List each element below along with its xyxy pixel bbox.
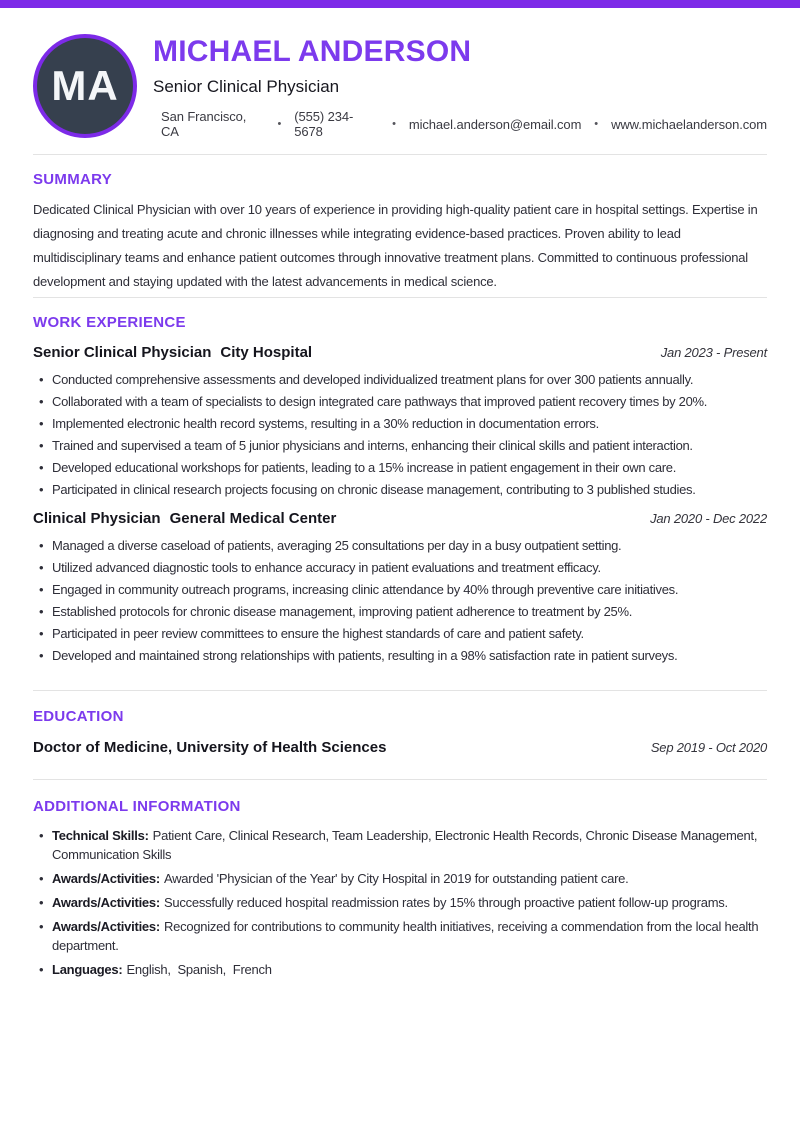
job-dates: Jan 2023 - Present <box>660 345 767 360</box>
section-divider <box>33 297 767 298</box>
top-accent-bar <box>0 0 800 8</box>
job-dates: Jan 2020 - Dec 2022 <box>650 511 767 526</box>
contact-line <box>153 109 767 139</box>
job-bullet: • Collaborated with a team of specialists to design integrated care pathways that improved patient recovery times by 20%. <box>33 391 767 413</box>
summary-text: Dedicated Clinical Physician with over 10 years of experience in providing high-quality patient care in hospital settings. Expertise in diagnosing and treating acute and chronic illnesses while integrating evidence-based practices. Proven ability to lead multidisciplinary teams and enhance patient outcomes through innovative treatment plans. Committed to continuous professional development and staying updated with the latest advancements in medical science. <box>33 202 758 289</box>
additional-item <box>33 893 767 912</box>
job-bullet: • Developed and maintained strong relationships with patients, resulting in a 98% satisfaction rate in patient surveys. <box>33 645 767 667</box>
additional-item <box>33 960 767 979</box>
candidate-title: Senior Clinical Physician <box>153 77 340 96</box>
job-bullet: • Conducted comprehensive assessments and developed individualized treatment plans for over 300 patients annually. <box>33 369 767 391</box>
job-bullet: • Trained and supervised a team of 5 junior physicians and interns, enhancing their clinical skills and patient interaction. <box>33 435 767 457</box>
job-bullet: • Participated in clinical research projects focusing on chronic disease management, contributing to 3 published studies. <box>33 479 767 501</box>
contact-item: (555) 234-5678 <box>294 109 354 139</box>
education-degree: Doctor of Medicine, University of Health Sciences <box>33 739 387 756</box>
job-title: Clinical Physician <box>33 510 161 527</box>
job-bullet: • Participated in peer review committees to ensure the highest standards of care and patient safety. <box>33 623 767 645</box>
job-title: Senior Clinical Physician <box>33 344 212 361</box>
education-entry <box>33 738 767 757</box>
job-entry-header <box>33 343 767 362</box>
job-bullet: • Developed educational workshops for patients, leading to a 15% increase in patient engagement in their own care. <box>33 457 767 479</box>
work-experience-heading: WORK EXPERIENCE <box>33 314 186 331</box>
resume-page <box>0 33 800 979</box>
section-divider <box>33 154 767 155</box>
job-company: City Hospital <box>220 344 313 361</box>
additional-item-label: Languages: <box>52 962 123 977</box>
education-dates: Sep 2019 - Oct 2020 <box>650 740 767 755</box>
contact-separator-dot: • <box>392 118 396 130</box>
job-bullets <box>33 535 767 667</box>
avatar <box>33 34 137 138</box>
job-bullet: • Implemented electronic health record systems, resulting in a 30% reduction in documentation errors. <box>33 413 767 435</box>
resume-header <box>33 33 767 139</box>
additional-item-label: Awards/Activities: <box>52 871 160 886</box>
job-bullets <box>33 369 767 501</box>
job-bullet: • Established protocols for chronic disease management, improving patient adherence to treatment by 25%. <box>33 601 767 623</box>
additional-info-heading: ADDITIONAL INFORMATION <box>33 798 241 815</box>
contact-item: www.michaelanderson.com <box>611 116 767 132</box>
additional-item <box>33 917 767 955</box>
additional-item-label: Awards/Activities: <box>52 895 160 910</box>
additional-list <box>33 826 767 979</box>
avatar-initials: MA <box>51 62 119 109</box>
jobs <box>33 343 767 667</box>
section-divider <box>33 690 767 691</box>
additional-item-text: Patient Care, Clinical Research, Team Leadership, Electronic Health Records, Chronic Disease Management, Communication Skills <box>52 828 761 862</box>
additional-item-text: Awarded 'Physician of the Year' by City Hospital in 2019 for outstanding patient care. <box>163 871 629 886</box>
additional-item-text: Successfully reduced hospital readmission rates by 15% through proactive patient follow-up programs. <box>163 895 728 910</box>
contact-separator-dot: • <box>277 118 282 130</box>
job-bullet: • Utilized advanced diagnostic tools to enhance accuracy in patient evaluations and treatment efficacy. <box>33 557 767 579</box>
contact-item: michael.anderson@email.com <box>408 116 582 132</box>
education-heading: EDUCATION <box>33 708 124 725</box>
job-entry-header <box>33 509 767 528</box>
job-company: General Medical Center <box>169 510 337 527</box>
section-divider <box>33 779 767 780</box>
contact-separator-dot: • <box>594 118 599 130</box>
summary-heading: SUMMARY <box>33 171 113 188</box>
contact-item: San Francisco, CA <box>161 109 247 139</box>
job-entry <box>33 343 767 501</box>
additional-item-text: Recognized for contributions to community health initiatives, receiving a commendation from the local health department. <box>52 919 762 953</box>
job-bullet: • Managed a diverse caseload of patients, averaging 25 consultations per day in a busy outpatient setting. <box>33 535 767 557</box>
additional-item-label: Awards/Activities: <box>52 919 160 934</box>
additional-item-label: Technical Skills: <box>52 828 149 843</box>
job-title-company <box>33 343 312 362</box>
job-entry <box>33 509 767 667</box>
job-title-company <box>33 509 336 528</box>
additional-item-text: English, Spanish, French <box>126 962 272 977</box>
candidate-name: MICHAEL ANDERSON <box>153 35 472 68</box>
additional-item <box>33 826 767 864</box>
job-bullet: • Engaged in community outreach programs, increasing clinic attendance by 40% through preventive care initiatives. <box>33 579 767 601</box>
additional-item <box>33 869 767 888</box>
header-text <box>153 33 767 139</box>
